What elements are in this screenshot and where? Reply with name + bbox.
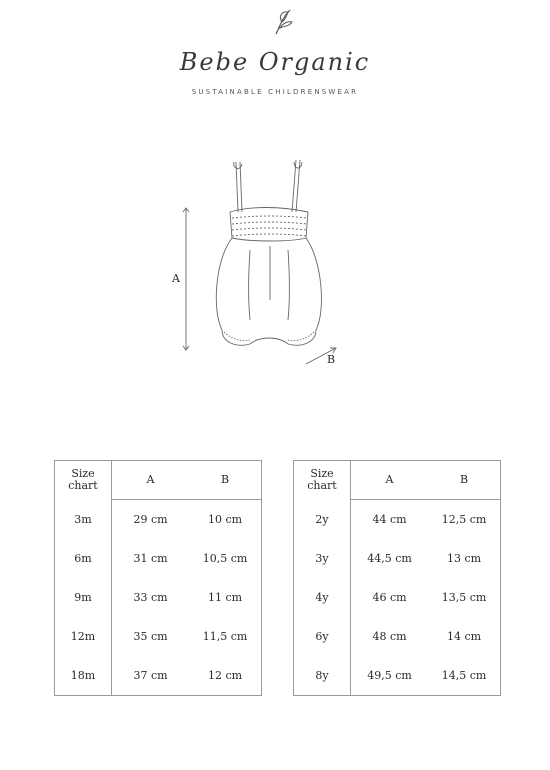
table-header-row xyxy=(55,461,262,500)
brand-name: Bebe Organic xyxy=(179,48,371,76)
table-row xyxy=(294,578,501,617)
cell-b: 12,5 cm xyxy=(441,513,487,526)
header-size: Size chart xyxy=(294,461,351,500)
cell-size: 12m xyxy=(55,617,112,656)
table-row xyxy=(294,656,501,696)
size-chart-table-infant xyxy=(54,460,262,696)
cell-a: 44 cm xyxy=(372,513,407,526)
table-row xyxy=(294,539,501,578)
cell-a: 46 cm xyxy=(372,591,407,604)
table-row xyxy=(55,617,262,656)
leaf-sprig-icon xyxy=(268,6,298,38)
cell-size: 2y xyxy=(294,500,351,540)
cell-a: 37 cm xyxy=(133,669,168,682)
cell-a: 49,5 cm xyxy=(367,669,412,682)
header-b: B xyxy=(428,461,501,500)
table-header-row xyxy=(294,461,501,500)
cell-a: 44,5 cm xyxy=(367,552,412,565)
dimension-a-label: A xyxy=(172,272,180,285)
cell-b: 10 cm xyxy=(207,513,243,526)
cell-b: 13,5 cm xyxy=(441,591,487,604)
header-b: B xyxy=(189,461,262,500)
cell-a: 33 cm xyxy=(133,591,168,604)
cell-a: 48 cm xyxy=(372,630,407,643)
cell-b: 10,5 cm xyxy=(202,552,248,565)
cell-size: 9m xyxy=(55,578,112,617)
table-row xyxy=(55,578,262,617)
table-row xyxy=(55,656,262,696)
cell-size: 8y xyxy=(294,656,351,696)
table-row xyxy=(294,617,501,656)
cell-size: 6y xyxy=(294,617,351,656)
cell-size: 6m xyxy=(55,539,112,578)
table-row xyxy=(55,500,262,540)
cell-b: 11,5 cm xyxy=(202,630,248,643)
cell-b: 11 cm xyxy=(207,591,243,604)
romper-sketch-icon xyxy=(160,150,360,380)
dimension-b-label: B xyxy=(327,353,336,366)
cell-size: 3m xyxy=(55,500,112,540)
cell-a: 35 cm xyxy=(133,630,168,643)
table-row xyxy=(294,500,501,540)
cell-b: 13 cm xyxy=(446,552,482,565)
table-row xyxy=(55,539,262,578)
header-size: Size chart xyxy=(55,461,112,500)
header-a: A xyxy=(112,461,190,500)
cell-size: 4y xyxy=(294,578,351,617)
size-chart-table-toddler xyxy=(293,460,501,696)
cell-b: 12 cm xyxy=(207,669,243,682)
cell-size: 3y xyxy=(294,539,351,578)
cell-a: 31 cm xyxy=(133,552,168,565)
cell-b: 14 cm xyxy=(446,630,482,643)
cell-a: 29 cm xyxy=(133,513,168,526)
brand-tagline: SUSTAINABLE CHILDRENSWEAR xyxy=(191,88,359,96)
cell-size: 18m xyxy=(55,656,112,696)
header-a: A xyxy=(351,461,429,500)
cell-b: 14,5 cm xyxy=(441,669,487,682)
